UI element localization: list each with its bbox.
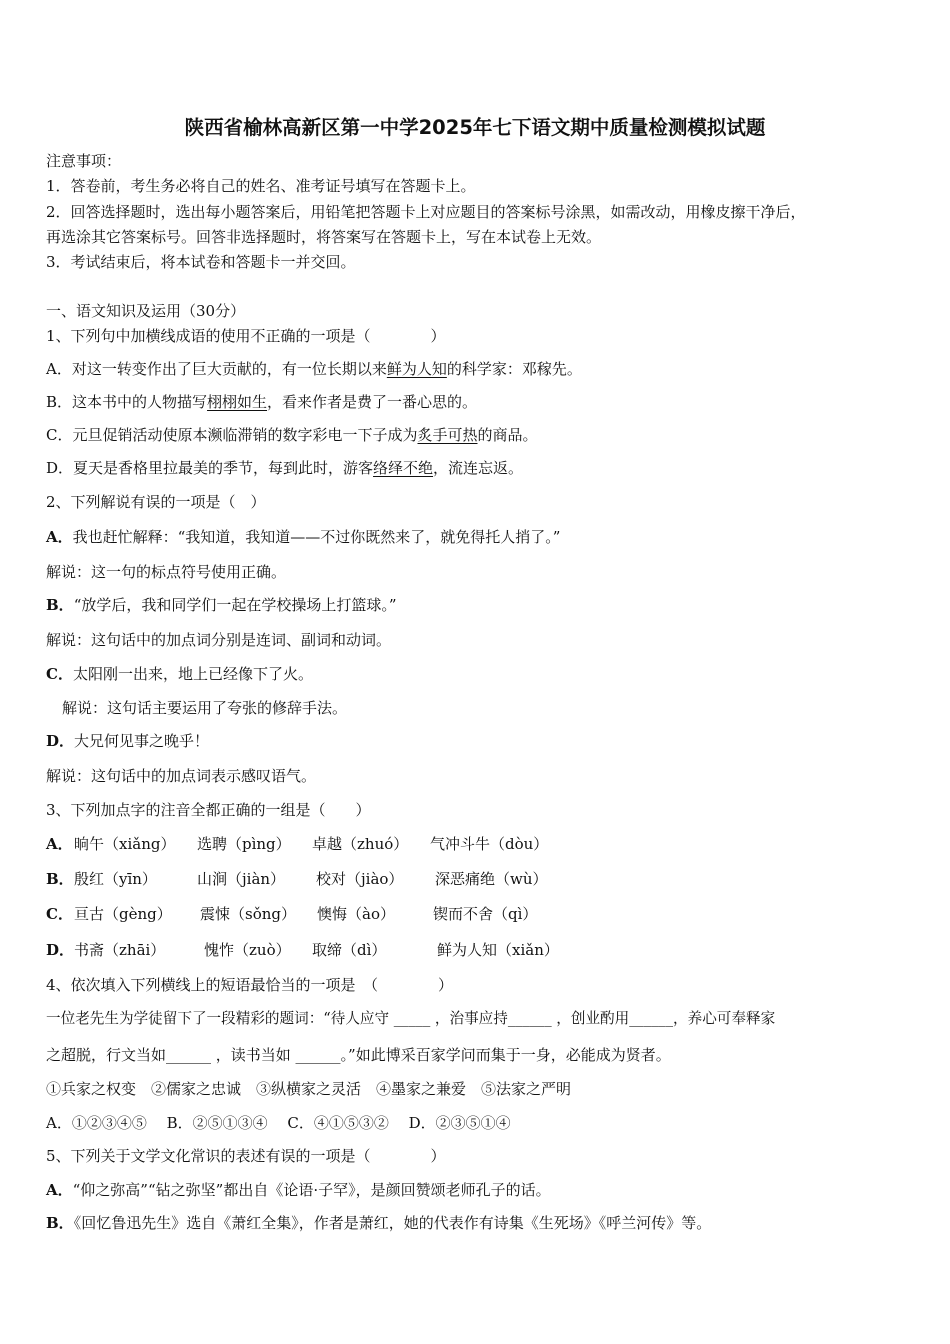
q1-b-pre: B．这本书中的人物描写	[46, 393, 208, 411]
q5-option-b	[46, 1213, 916, 1233]
q1-option-c	[46, 425, 916, 445]
page-title: 陕西省榆林高新区第一中学2025年七下语文期中质量检测模拟试题	[184, 116, 766, 139]
q3-a-item-3: 卓越（zhuó）	[312, 835, 409, 853]
q3-d-item-3: 取缔（dì）	[312, 941, 387, 959]
notice-item-3: 3．考试结束后，将本试卷和答题卡一并交回。	[46, 253, 356, 271]
q3-b-item-3: 校对（jiào）	[316, 870, 404, 888]
q3-b-item-2: 山涧（jiàn）	[197, 870, 286, 888]
q3-stem: 3、下列加点字的注音全都正确的一组是（ ）	[46, 801, 371, 819]
q2-c-text: 太阳刚一出来，地上已经像下了火。	[72, 665, 313, 683]
q1-d-idiom: 络绎不绝	[373, 459, 434, 477]
q3-c-item-2: 震悚（sǒng）	[200, 905, 296, 923]
q3-a-label: A．	[46, 835, 73, 853]
q2-option-c	[46, 664, 916, 684]
q2-d-label: D．	[46, 732, 75, 750]
q3-b-item-1: 殷红（yīn）	[74, 870, 157, 888]
q2-option-d	[46, 731, 916, 751]
q3-a-item-1: 晌午（xiǎng）	[74, 835, 176, 853]
q1-option-d	[46, 458, 916, 478]
q5-b-label: B．	[46, 1214, 74, 1232]
q1-a-pre: A．对这一转变作出了巨大贡献的，有一位长期以来	[46, 360, 387, 378]
q4-options-list: ①兵家之权变 ②儒家之忠诚 ③纵横家之灵活 ④墨家之兼爱 ⑤法家之严明	[46, 1080, 572, 1098]
q2-d-explain: 解说：这句话中的加点词表示感叹语气。	[46, 767, 317, 785]
q1-option-b	[46, 392, 916, 412]
q3-a-item-4: 气冲斗牛（dòu）	[430, 835, 549, 853]
q1-stem: 1、下列句中加横线成语的使用不正确的一项是（ ）	[46, 327, 446, 345]
q2-stem: 2、下列解说有误的一项是（ ）	[46, 493, 266, 511]
q3-c-item-3: 懊悔（ào）	[317, 905, 395, 923]
q3-d-label: D．	[46, 941, 75, 959]
notice-item-2a: 2．回答选择题时，选出每小题答案后，用铅笔把答题卡上对应题目的答案标号涂黑，如需改动，用橡皮擦干净后，	[46, 203, 806, 221]
q2-a-label: A．	[46, 528, 73, 546]
q1-a-idiom: 鲜为人知	[386, 360, 447, 378]
q5-b-text: 《回忆鲁迅先生》选自《萧红全集》，作者是萧红，她的代表作有诗集《生死场》《呼兰河传》等。	[73, 1214, 712, 1232]
q3-d-item-2: 愧怍（zuò）	[204, 941, 291, 959]
q1-d-pre: D．夏天是香格里拉最美的季节，每到此时，游客	[46, 459, 374, 477]
q4-choices: A．①②③④⑤ B．②⑤①③④ C．④①⑤③② D．②③⑤①④	[46, 1114, 511, 1132]
q2-a-text: 我也赶忙解释：“我知道，我知道——不过你既然来了，就免得托人捎了。”	[72, 528, 561, 546]
q3-row-d	[46, 940, 916, 960]
q5-stem: 5、下列关于文学文化常识的表述有误的一项是（ ）	[46, 1147, 446, 1165]
q3-row-c	[46, 904, 916, 924]
q5-a-text: “仰之弥高”“钻之弥坚”都出自《论语·子罕》，是颜回赞颂老师孔子的话。	[72, 1181, 551, 1199]
notice-item-2b: 再选涂其它答案标号。回答非选择题时，将答案写在答题卡上，写在本试卷上无效。	[46, 228, 602, 246]
q2-b-text: “放学后，我和同学们一起在学校操场上打篮球。”	[73, 596, 397, 614]
q4-line-1: 一位老先生为学徒留下了一段精彩的题词：“待人应守 _____ ，治事应持______ ，创业酌用______，养心可奉释家	[46, 1010, 776, 1027]
q1-c-pre: C．元旦促销活动使原本濒临滞销的数字彩电一下子成为	[46, 426, 418, 444]
notice-item-1: 1．答卷前，考生务必将自己的姓名、准考证号填写在答题卡上。	[46, 177, 476, 195]
section-heading: 一、语文知识及运用（30分）	[46, 302, 246, 320]
q3-b-label: B．	[46, 870, 74, 888]
q3-row-a	[46, 834, 916, 854]
q3-d-item-1: 书斋（zhāi）	[74, 941, 166, 959]
q2-option-b	[46, 595, 916, 615]
q1-a-post: 的科学家：邓稼先。	[446, 360, 582, 378]
q1-d-post: ，流连忘返。	[433, 459, 524, 477]
q1-c-post: 的商品。	[477, 426, 538, 444]
q3-c-item-1: 亘古（gèng）	[74, 905, 172, 923]
q3-c-item-4: 锲而不舍（qì）	[433, 905, 538, 923]
q3-a-item-2: 选聘（pìng）	[197, 835, 291, 853]
q3-row-b	[46, 869, 916, 889]
q1-b-post: ，看来作者是费了一番心思的。	[267, 393, 478, 411]
q5-a-label: A．	[46, 1181, 73, 1199]
q3-c-label: C．	[46, 905, 73, 923]
q5-option-a	[46, 1180, 916, 1200]
q4-stem: 4、依次填入下列横线上的短语最恰当的一项是 （ ）	[46, 976, 454, 994]
q3-b-item-4: 深恶痛绝（wù）	[435, 870, 548, 888]
q1-b-idiom: 栩栩如生	[207, 393, 268, 411]
q2-d-text: 大兄何见事之晚乎！	[74, 732, 210, 750]
q2-a-explain: 解说：这一句的标点符号使用正确。	[46, 563, 287, 581]
q3-d-item-4: 鲜为人知（xiǎn）	[437, 941, 559, 959]
q1-c-idiom: 炙手可热	[417, 426, 478, 444]
q1-option-a	[46, 359, 916, 379]
q2-b-explain: 解说：这句话中的加点词分别是连词、副词和动词。	[46, 631, 392, 649]
q2-c-label: C．	[46, 665, 73, 683]
q2-c-explain: 解说：这句话主要运用了夸张的修辞手法。	[62, 699, 348, 717]
q4-line-2: 之超脱，行文当如______ ，读书当如 ______。”如此博采百家学问而集于一身，必能成为贤者。	[46, 1046, 671, 1064]
notice-heading: 注意事项：	[46, 152, 122, 170]
q2-option-a	[46, 527, 916, 547]
q2-b-label: B．	[46, 596, 74, 614]
